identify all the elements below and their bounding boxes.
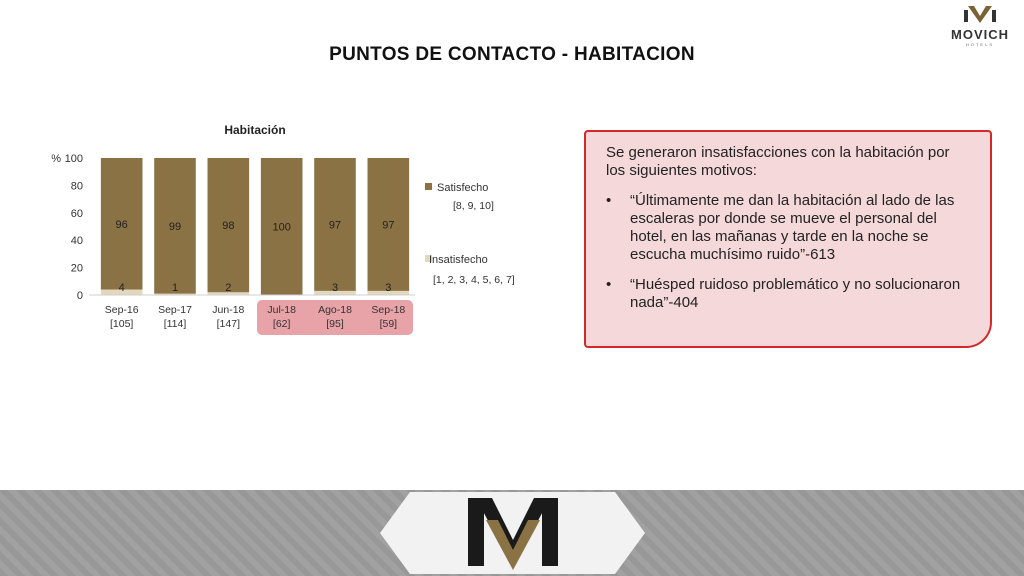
data-label-insatisfecho: 4 <box>118 282 125 294</box>
sample-size-label: [95] <box>326 318 344 330</box>
logo-brand-text: MOVICH <box>951 27 1009 42</box>
y-axis-unit: % <box>51 153 61 165</box>
data-label-satisfecho: 97 <box>382 219 395 232</box>
data-label-insatisfecho: 3 <box>331 282 339 294</box>
callout-item-text: “Últimamente me dan la habitación al lado de las escaleras por donde se mueve el personal del hotel, en las mañanas y tarde en la noche se escucha muchísimo ruido”-613 <box>630 192 955 263</box>
data-label-satisfecho: 97 <box>328 219 342 232</box>
sample-size-label: [114] <box>163 318 187 330</box>
y-tick-label: 40 <box>70 235 83 248</box>
brand-logo <box>940 4 1020 47</box>
logo-mark-icon <box>960 4 1000 24</box>
legend-note-insatisfecho: [1, 2, 3, 4, 5, 6, 7] <box>433 274 515 286</box>
sample-size-label: [147] <box>216 318 241 330</box>
x-tick-label: Ago-18 <box>318 304 352 316</box>
sample-size-label: [59] <box>379 318 398 330</box>
sample-size-label: [62] <box>272 318 291 330</box>
y-tick-label: 20 <box>70 262 83 275</box>
data-label-satisfecho: 99 <box>168 220 182 233</box>
data-label-satisfecho: 100 <box>272 221 291 234</box>
logo-sub-text: HOTELS <box>965 42 994 47</box>
page-title: PUNTOS DE CONTACTO - HABITACION <box>329 44 695 65</box>
legend-swatch-satisfecho <box>425 183 432 190</box>
footer-logo-panel <box>380 490 645 576</box>
x-tick-label: Sep-17 <box>158 304 192 316</box>
x-tick-label: Jun-18 <box>212 304 245 316</box>
y-tick-label: 0 <box>76 290 83 302</box>
findings-callout <box>584 130 992 348</box>
data-label-insatisfecho: 2 <box>225 282 232 294</box>
callout-item-text: “Huésped ruidoso problemático y no solucionaron nada”-404 <box>630 276 961 311</box>
chart-title: Habitación <box>224 123 286 137</box>
x-tick-label: Jul-18 <box>267 304 296 316</box>
callout-item <box>606 276 968 312</box>
data-label-satisfecho: 96 <box>115 218 128 231</box>
x-tick-label: Sep-18 <box>371 304 406 316</box>
y-tick-label: 100 <box>64 153 83 165</box>
data-label-insatisfecho: 1 <box>171 282 179 294</box>
legend-note-satisfecho: [8, 9, 10] <box>453 200 494 212</box>
x-tick-label: Sep-16 <box>104 304 139 316</box>
y-tick-label: 80 <box>70 180 83 193</box>
bullet-icon: • <box>606 276 612 293</box>
data-label-satisfecho: 98 <box>222 220 235 233</box>
footer-band <box>0 490 1024 576</box>
stacked-bar-chart <box>40 115 540 345</box>
legend-label-insatisfecho: Insatisfecho <box>429 254 488 266</box>
sample-size-label: [105] <box>109 318 134 330</box>
data-label-insatisfecho: 3 <box>385 282 392 294</box>
callout-item <box>606 192 968 264</box>
bullet-icon: • <box>606 192 612 209</box>
callout-list <box>606 192 968 312</box>
y-tick-label: 60 <box>70 207 83 220</box>
callout-intro: Se generaron insatisfacciones con la habitación por los siguientes motivos: <box>606 144 950 179</box>
legend-label-satisfecho: Satisfecho <box>437 182 489 194</box>
